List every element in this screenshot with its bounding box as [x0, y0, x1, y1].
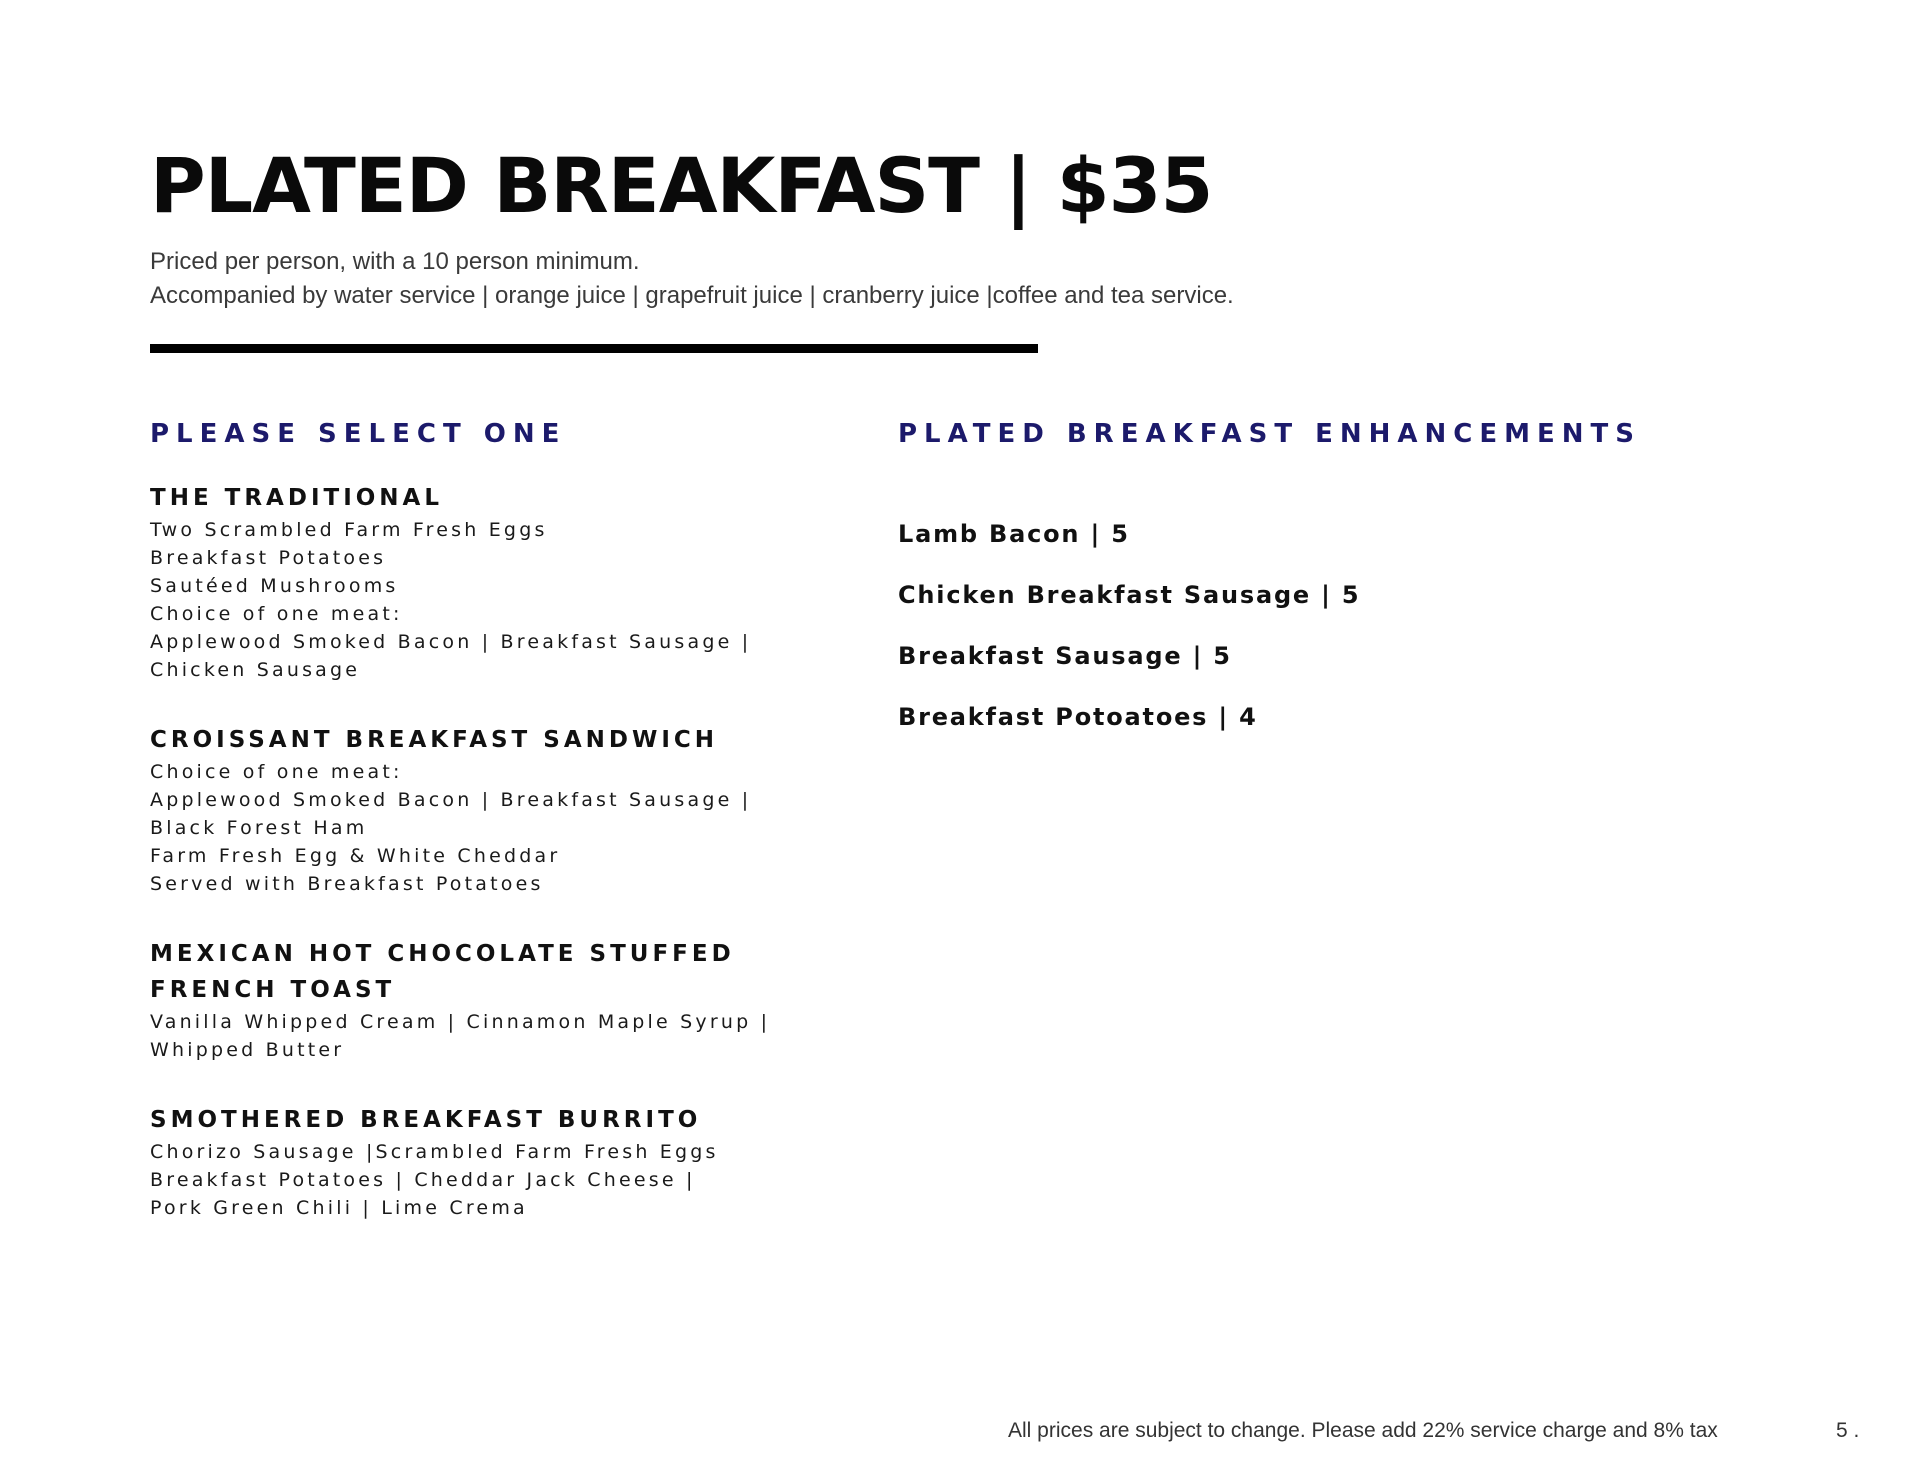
menu-item-detail: Choice of one meat:	[150, 761, 403, 783]
menu-item-detail: Chicken Sausage	[150, 659, 361, 681]
pricing-note: Priced per person, with a 10 person minimum.	[150, 248, 640, 275]
menu-item-name: SMOTHERED BREAKFAST BURRITO	[150, 1107, 702, 1133]
menu-item-detail: Black Forest Ham	[150, 817, 368, 839]
menu-item-name-line: MEXICAN HOT CHOCOLATE STUFFED	[150, 941, 735, 967]
menu-item-detail: Farm Fresh Egg & White Cheddar	[150, 845, 561, 867]
menu-item-detail: Breakfast Potatoes	[150, 547, 387, 569]
enhancement-item: Chicken Breakfast Sausage | 5	[898, 581, 1361, 609]
menu-item-french-toast	[150, 936, 810, 1064]
menu-item-name	[150, 936, 810, 1008]
menu-item-detail: Applewood Smoked Bacon | Breakfast Sausage |	[150, 631, 752, 653]
menu-item-traditional	[150, 480, 810, 684]
enhancements-list	[898, 518, 1798, 733]
menu-item-detail: Breakfast Potatoes | Cheddar Jack Cheese |	[150, 1169, 696, 1191]
menu-item-name: THE TRADITIONAL	[150, 485, 444, 511]
menu-item-detail: Choice of one meat:	[150, 603, 403, 625]
menu-item-detail: Applewood Smoked Bacon | Breakfast Sausage |	[150, 789, 752, 811]
menu-item-detail: Served with Breakfast Potatoes	[150, 873, 544, 895]
accompaniment-note: Accompanied by water service | orange juice | grapefruit juice | cranberry juice |coffee and tea service.	[150, 282, 1234, 309]
enhancement-item: Lamb Bacon | 5	[898, 520, 1130, 548]
menu-item-detail: Vanilla Whipped Cream | Cinnamon Maple Syrup |	[150, 1011, 771, 1033]
menu-item-detail: Sautéed Mushrooms	[150, 575, 399, 597]
footer-pricing-note: All prices are subject to change. Please add 22% service charge and 8% tax	[1008, 1419, 1718, 1442]
menu-item-detail: Pork Green Chili | Lime Crema	[150, 1197, 528, 1219]
menu-item-name: CROISSANT BREAKFAST SANDWICH	[150, 727, 719, 753]
enhancements-column	[898, 414, 1798, 762]
page-number: 5 .	[1836, 1419, 1860, 1442]
selection-column	[150, 414, 810, 1222]
menu-item-detail: Two Scrambled Farm Fresh Eggs	[150, 519, 548, 541]
page-subtitle	[150, 245, 1234, 313]
menu-item-detail: Whipped Butter	[150, 1039, 345, 1061]
enhancement-item: Breakfast Sausage | 5	[898, 642, 1232, 670]
title-divider	[150, 344, 1038, 353]
enhancement-item: Breakfast Potoatoes | 4	[898, 703, 1258, 731]
section-heading-select-one: PLEASE SELECT ONE	[150, 419, 567, 449]
menu-item-breakfast-burrito	[150, 1102, 810, 1222]
menu-item-detail: Chorizo Sausage |Scrambled Farm Fresh Eggs	[150, 1141, 719, 1163]
page-title: PLATED BREAKFAST | $35	[150, 141, 1213, 230]
breakfast-options-list	[150, 480, 810, 1222]
section-heading-enhancements: PLATED BREAKFAST ENHANCEMENTS	[898, 419, 1641, 449]
menu-item-croissant-sandwich	[150, 722, 810, 898]
menu-item-name-line: FRENCH TOAST	[150, 977, 396, 1003]
